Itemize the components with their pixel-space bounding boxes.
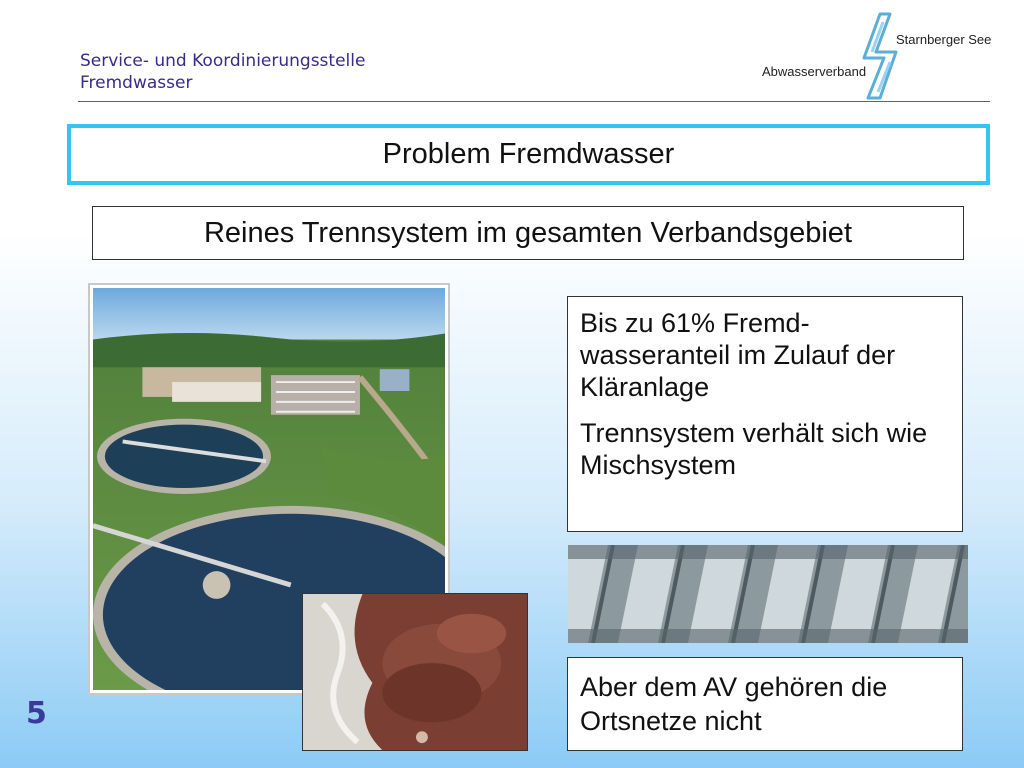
logo (750, 12, 1000, 102)
page-number: 5 (26, 696, 47, 731)
subtitle: Reines Trennsystem im gesamten Verbandsgebiet (203, 216, 852, 249)
main-title-box (67, 124, 990, 185)
lightning-s-logo-icon (850, 12, 910, 100)
logo-lake: Starnberger See (896, 32, 992, 47)
note-text: Aber dem AV gehören die Ortsnetze nicht (580, 672, 888, 736)
header-line-1: Service- und Koordinierungsstelle (80, 51, 366, 71)
header-title (80, 50, 365, 94)
photo-of-brown-sludge-in-water (302, 593, 528, 751)
subtitle-box (92, 206, 964, 260)
info-paragraph-foreign-water-share: Bis zu 61% Fremd-wasseranteil im Zulauf der Kläranlage (580, 308, 896, 402)
info-paragraph-separate-system: Trennsystem verhält sich wie Mischsystem (580, 418, 928, 480)
page-title: Problem Fremdwasser (382, 138, 675, 170)
logo-organization: Abwasserverband (762, 64, 867, 79)
info-box (567, 296, 963, 532)
photo-of-screw-pump-with-water (568, 545, 968, 643)
header-line-2: Fremdwasser (80, 73, 193, 93)
note-box (567, 657, 963, 751)
